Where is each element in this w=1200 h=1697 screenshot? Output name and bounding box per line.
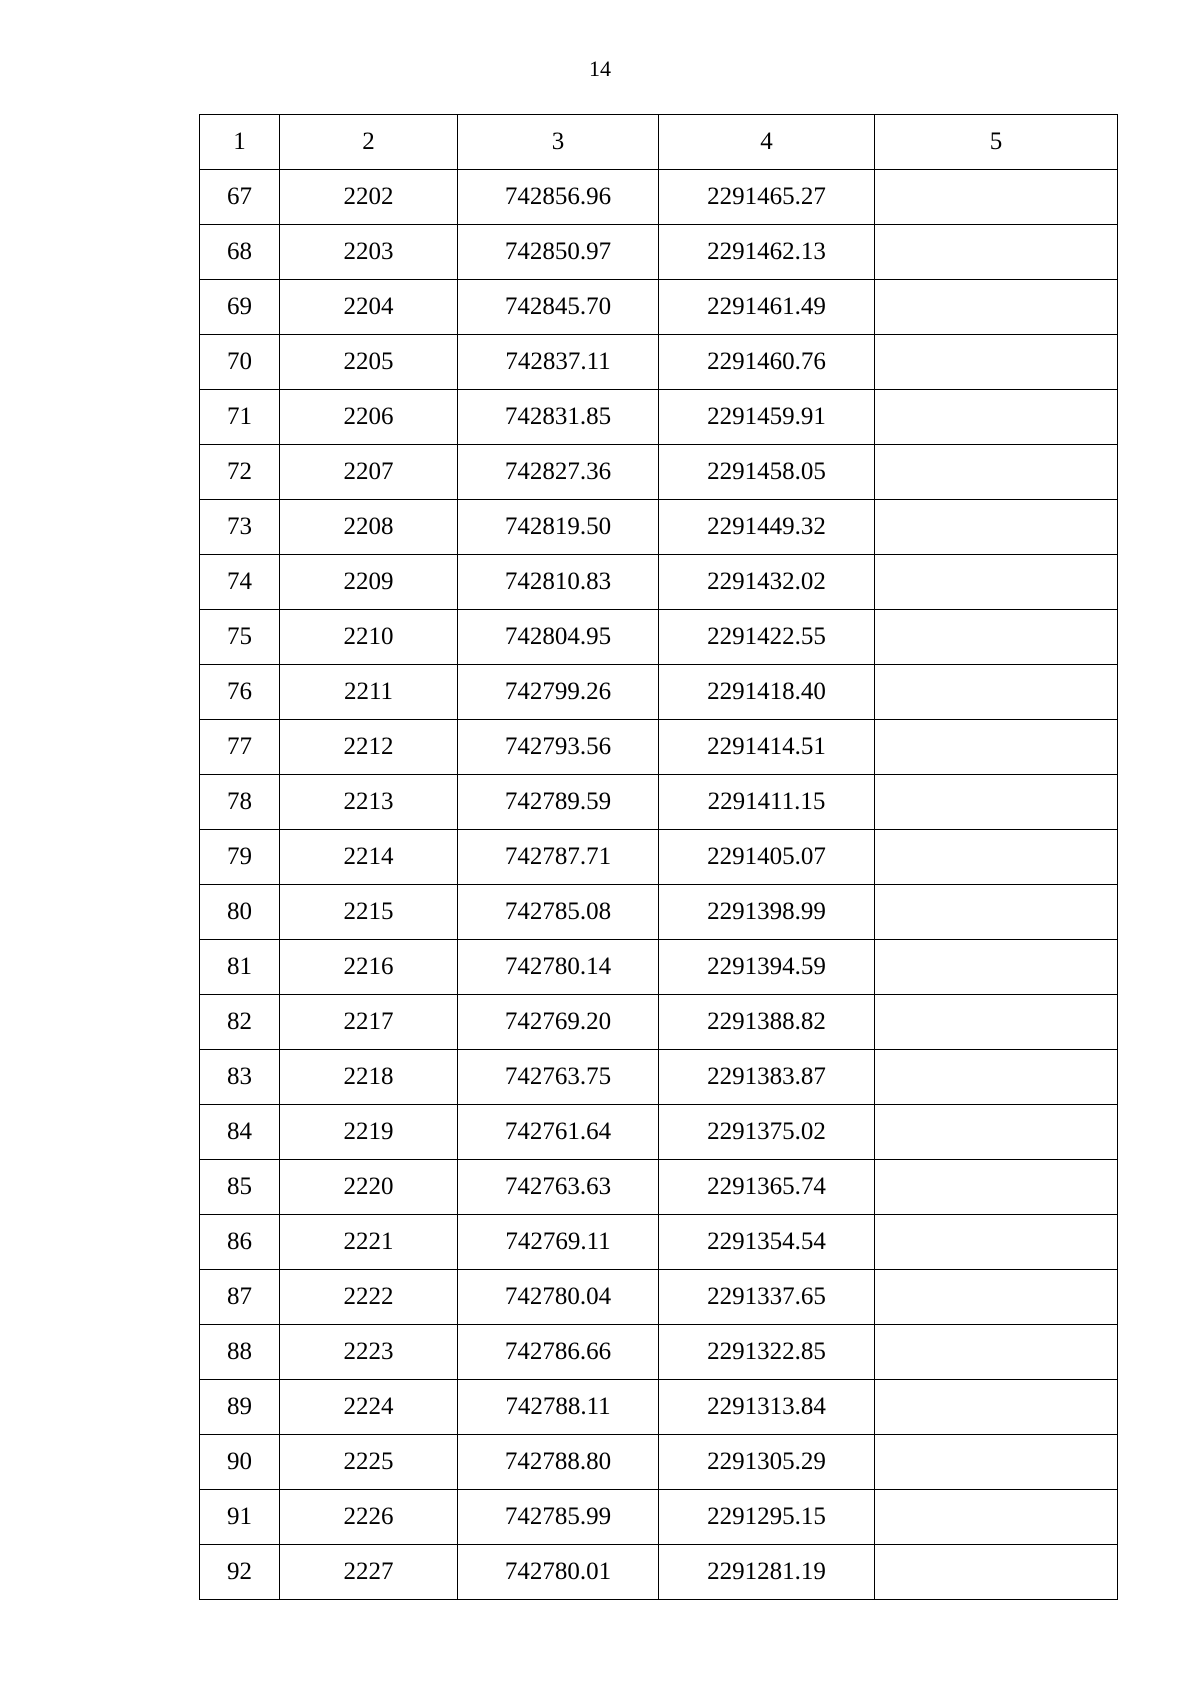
table-cell-coord-x: 742780.14 xyxy=(458,940,659,995)
table-cell-coord-y: 2291354.54 xyxy=(659,1215,875,1270)
table-cell-coord-x: 742763.75 xyxy=(458,1050,659,1105)
table-cell-point-number: 92 xyxy=(200,1545,280,1600)
table-cell-coord-x: 742780.04 xyxy=(458,1270,659,1325)
table-cell-note xyxy=(875,1105,1118,1160)
table-cell-point-id: 2223 xyxy=(280,1325,458,1380)
table-cell-note xyxy=(875,1325,1118,1380)
table-row xyxy=(200,390,1118,445)
table-cell-coord-y: 2291460.76 xyxy=(659,335,875,390)
table-cell-coord-x: 742785.08 xyxy=(458,885,659,940)
table-cell-point-number: 85 xyxy=(200,1160,280,1215)
table-row xyxy=(200,720,1118,775)
table-row xyxy=(200,665,1118,720)
table-cell-point-number: 80 xyxy=(200,885,280,940)
table-cell-note xyxy=(875,720,1118,775)
table-cell-coord-y: 2291394.59 xyxy=(659,940,875,995)
table-row xyxy=(200,775,1118,830)
table-cell-point-id: 2210 xyxy=(280,610,458,665)
table-cell-point-number: 74 xyxy=(200,555,280,610)
table-cell-point-id: 2209 xyxy=(280,555,458,610)
table-cell-note xyxy=(875,280,1118,335)
table-cell-note xyxy=(875,1490,1118,1545)
table-cell-coord-x: 742788.80 xyxy=(458,1435,659,1490)
table-cell-coord-x: 742827.36 xyxy=(458,445,659,500)
table-cell-point-number: 70 xyxy=(200,335,280,390)
table-cell-coord-y: 2291375.02 xyxy=(659,1105,875,1160)
table-row xyxy=(200,610,1118,665)
table-cell-point-number: 88 xyxy=(200,1325,280,1380)
table-row xyxy=(200,830,1118,885)
table-cell-point-id: 2214 xyxy=(280,830,458,885)
table-cell-point-id: 2212 xyxy=(280,720,458,775)
table-row xyxy=(200,1435,1118,1490)
table-cell-point-number: 72 xyxy=(200,445,280,500)
table-cell-coord-y: 2291418.40 xyxy=(659,665,875,720)
table-cell-coord-x: 742799.26 xyxy=(458,665,659,720)
table-cell-point-number: 78 xyxy=(200,775,280,830)
table-cell-coord-x: 742787.71 xyxy=(458,830,659,885)
table-cell-coord-x: 742831.85 xyxy=(458,390,659,445)
table-cell-coord-x: 742788.11 xyxy=(458,1380,659,1435)
table-cell-point-number: 86 xyxy=(200,1215,280,1270)
table-cell-coord-x: 742819.50 xyxy=(458,500,659,555)
table-cell-point-id: 2224 xyxy=(280,1380,458,1435)
table-cell-coord-y: 2291449.32 xyxy=(659,500,875,555)
table-row xyxy=(200,500,1118,555)
table-cell-coord-x: 742786.66 xyxy=(458,1325,659,1380)
table-cell-point-id: 2203 xyxy=(280,225,458,280)
table-cell-coord-x: 742810.83 xyxy=(458,555,659,610)
table-cell-point-number: 67 xyxy=(200,170,280,225)
table-cell-point-number: 82 xyxy=(200,995,280,1050)
table-cell-note xyxy=(875,940,1118,995)
table-row xyxy=(200,335,1118,390)
table-row xyxy=(200,1490,1118,1545)
table-row xyxy=(200,1325,1118,1380)
table-cell-coord-x: 742789.59 xyxy=(458,775,659,830)
column-header: 2 xyxy=(280,115,458,170)
table-row xyxy=(200,1270,1118,1325)
table-cell-coord-x: 742763.63 xyxy=(458,1160,659,1215)
table-cell-point-id: 2207 xyxy=(280,445,458,500)
table-cell-note xyxy=(875,1050,1118,1105)
table-cell-note xyxy=(875,390,1118,445)
table-cell-point-number: 79 xyxy=(200,830,280,885)
table-cell-coord-y: 2291461.49 xyxy=(659,280,875,335)
table-cell-note xyxy=(875,885,1118,940)
table-cell-coord-y: 2291313.84 xyxy=(659,1380,875,1435)
table-cell-point-id: 2204 xyxy=(280,280,458,335)
table-cell-point-number: 75 xyxy=(200,610,280,665)
table-row xyxy=(200,280,1118,335)
table-cell-coord-x: 742837.11 xyxy=(458,335,659,390)
table-cell-note xyxy=(875,665,1118,720)
table-cell-note xyxy=(875,445,1118,500)
table-cell-point-id: 2211 xyxy=(280,665,458,720)
table-cell-coord-y: 2291398.99 xyxy=(659,885,875,940)
table-cell-coord-x: 742769.11 xyxy=(458,1215,659,1270)
table-cell-coord-x: 742761.64 xyxy=(458,1105,659,1160)
table-cell-note xyxy=(875,500,1118,555)
table-cell-point-id: 2219 xyxy=(280,1105,458,1160)
table-cell-point-number: 81 xyxy=(200,940,280,995)
table-cell-coord-x: 742845.70 xyxy=(458,280,659,335)
table-cell-point-id: 2221 xyxy=(280,1215,458,1270)
table-cell-coord-y: 2291365.74 xyxy=(659,1160,875,1215)
column-header: 4 xyxy=(659,115,875,170)
table-cell-point-number: 83 xyxy=(200,1050,280,1105)
table-cell-point-number: 76 xyxy=(200,665,280,720)
table-header-row xyxy=(200,115,1118,170)
table-cell-point-number: 73 xyxy=(200,500,280,555)
table-cell-note xyxy=(875,775,1118,830)
table-row xyxy=(200,170,1118,225)
table-cell-coord-y: 2291305.29 xyxy=(659,1435,875,1490)
table-cell-note xyxy=(875,225,1118,280)
table-row xyxy=(200,1050,1118,1105)
table-row xyxy=(200,885,1118,940)
table-cell-point-number: 69 xyxy=(200,280,280,335)
table-row xyxy=(200,995,1118,1050)
table-cell-coord-y: 2291414.51 xyxy=(659,720,875,775)
table-cell-coord-x: 742793.56 xyxy=(458,720,659,775)
table-cell-coord-y: 2291462.13 xyxy=(659,225,875,280)
table-cell-coord-y: 2291432.02 xyxy=(659,555,875,610)
column-header: 3 xyxy=(458,115,659,170)
table-row xyxy=(200,445,1118,500)
table-row xyxy=(200,1105,1118,1160)
table-cell-point-id: 2220 xyxy=(280,1160,458,1215)
table-cell-point-id: 2218 xyxy=(280,1050,458,1105)
table-cell-coord-x: 742850.97 xyxy=(458,225,659,280)
table-cell-point-number: 68 xyxy=(200,225,280,280)
table-cell-coord-y: 2291458.05 xyxy=(659,445,875,500)
table-cell-point-number: 91 xyxy=(200,1490,280,1545)
table-cell-note xyxy=(875,335,1118,390)
table-cell-point-number: 77 xyxy=(200,720,280,775)
table-cell-coord-x: 742856.96 xyxy=(458,170,659,225)
table-cell-point-id: 2215 xyxy=(280,885,458,940)
table-cell-note xyxy=(875,1215,1118,1270)
table-cell-coord-y: 2291422.55 xyxy=(659,610,875,665)
table-row xyxy=(200,940,1118,995)
coordinates-table xyxy=(199,114,1118,1600)
table-cell-point-number: 84 xyxy=(200,1105,280,1160)
table-cell-point-number: 71 xyxy=(200,390,280,445)
table-body xyxy=(200,115,1118,1600)
table-cell-note xyxy=(875,1160,1118,1215)
table-cell-coord-y: 2291337.65 xyxy=(659,1270,875,1325)
table-cell-coord-x: 742769.20 xyxy=(458,995,659,1050)
table-row xyxy=(200,1380,1118,1435)
table-cell-note xyxy=(875,610,1118,665)
table-cell-coord-y: 2291295.15 xyxy=(659,1490,875,1545)
table-cell-note xyxy=(875,1270,1118,1325)
table-cell-point-number: 90 xyxy=(200,1435,280,1490)
table-cell-note xyxy=(875,995,1118,1050)
table-row xyxy=(200,555,1118,610)
table-cell-point-id: 2202 xyxy=(280,170,458,225)
table-cell-point-id: 2213 xyxy=(280,775,458,830)
page-number: 14 xyxy=(589,56,611,81)
table-row xyxy=(200,1545,1118,1600)
table-cell-point-id: 2222 xyxy=(280,1270,458,1325)
table-cell-note xyxy=(875,830,1118,885)
table-row xyxy=(200,1215,1118,1270)
table-cell-coord-y: 2291388.82 xyxy=(659,995,875,1050)
table-cell-coord-x: 742780.01 xyxy=(458,1545,659,1600)
table-cell-note xyxy=(875,170,1118,225)
table-cell-coord-x: 742804.95 xyxy=(458,610,659,665)
table-cell-point-id: 2206 xyxy=(280,390,458,445)
table-cell-note xyxy=(875,1435,1118,1490)
table-cell-coord-y: 2291411.15 xyxy=(659,775,875,830)
table-row xyxy=(200,1160,1118,1215)
table-cell-coord-y: 2291465.27 xyxy=(659,170,875,225)
table-cell-coord-y: 2291459.91 xyxy=(659,390,875,445)
table-cell-point-number: 89 xyxy=(200,1380,280,1435)
column-header: 5 xyxy=(875,115,1118,170)
table-cell-coord-y: 2291405.07 xyxy=(659,830,875,885)
table-cell-coord-x: 742785.99 xyxy=(458,1490,659,1545)
table-cell-point-id: 2226 xyxy=(280,1490,458,1545)
table-cell-point-id: 2217 xyxy=(280,995,458,1050)
table-cell-coord-y: 2291383.87 xyxy=(659,1050,875,1105)
table-cell-point-id: 2216 xyxy=(280,940,458,995)
table-cell-coord-y: 2291281.19 xyxy=(659,1545,875,1600)
table-cell-point-id: 2205 xyxy=(280,335,458,390)
table-cell-point-id: 2225 xyxy=(280,1435,458,1490)
table-cell-coord-y: 2291322.85 xyxy=(659,1325,875,1380)
column-header: 1 xyxy=(200,115,280,170)
table-cell-note xyxy=(875,1545,1118,1600)
table-cell-point-id: 2227 xyxy=(280,1545,458,1600)
table-cell-note xyxy=(875,1380,1118,1435)
table-cell-point-number: 87 xyxy=(200,1270,280,1325)
table-cell-point-id: 2208 xyxy=(280,500,458,555)
table-row xyxy=(200,225,1118,280)
table-cell-note xyxy=(875,555,1118,610)
